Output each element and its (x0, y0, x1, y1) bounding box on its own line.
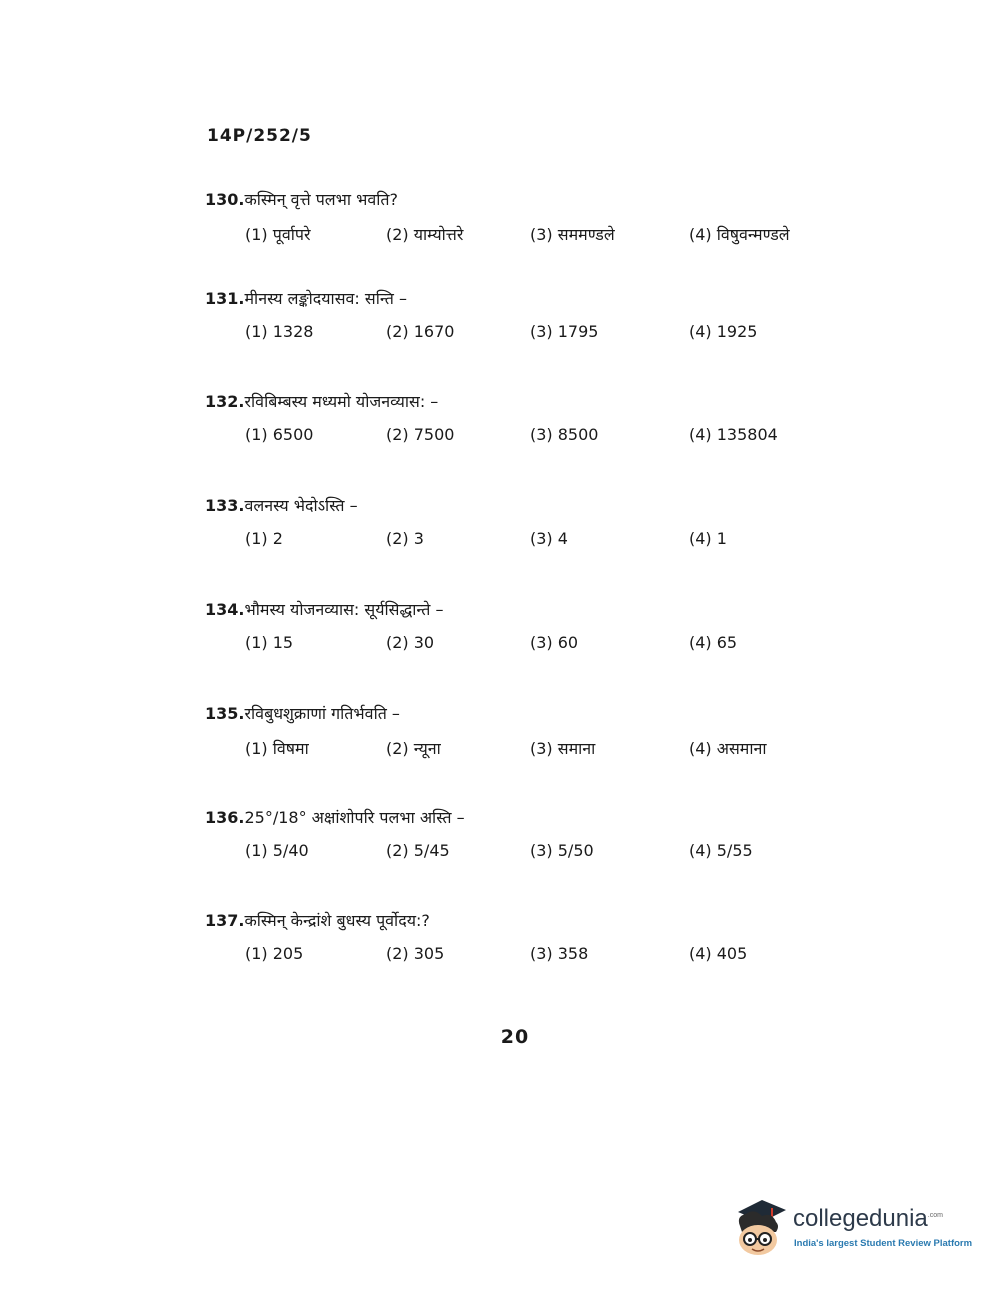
option-2: (2) याम्योत्तरे (386, 225, 464, 244)
question-text: रविबुधशुक्राणां गतिर्भवति – (244, 704, 400, 723)
mascot-icon (732, 1196, 790, 1264)
option-1: (1) 1328 (245, 322, 314, 341)
option-3: (3) 1795 (530, 322, 599, 341)
question-text: रविबिम्बस्य मध्यमो योजनव्यास: – (244, 392, 439, 411)
option-4: (4) 1 (689, 529, 727, 548)
question-number: 132. (205, 392, 245, 411)
question-131 (205, 287, 855, 377)
paper-code: 14P/252/5 (207, 126, 312, 146)
option-4: (4) असमाना (689, 739, 767, 758)
question-number: 134. (205, 600, 245, 619)
question-number: 137. (205, 911, 245, 930)
question-137 (205, 909, 855, 999)
option-4: (4) 405 (689, 944, 748, 963)
question-130 (205, 188, 855, 278)
question-number: 133. (205, 496, 245, 515)
page-number: 20 (500, 1026, 530, 1048)
option-4: (4) 65 (689, 633, 738, 652)
collegedunia-logo (732, 1196, 973, 1264)
option-1: (1) 6500 (245, 425, 314, 444)
question-132 (205, 390, 855, 480)
option-4: (4) विषुवन्मण्डले (689, 225, 790, 244)
question-text: 25°/18° अक्षांशोपरि पलभा अस्ति – (244, 808, 465, 827)
option-3: (3) 358 (530, 944, 589, 963)
option-4: (4) 5/55 (689, 841, 753, 860)
option-1: (1) पूर्वापरे (245, 225, 311, 244)
question-number: 131. (205, 289, 245, 308)
logo-domain-suffix: .com (927, 1212, 943, 1219)
question-number: 130. (205, 190, 245, 209)
question-text: कस्मिन् केन्द्रांशे बुधस्य पूर्वोदय:? (244, 911, 430, 930)
option-2: (2) 3 (386, 529, 424, 548)
option-1: (1) 5/40 (245, 841, 309, 860)
question-text: कस्मिन् वृत्ते पलभा भवति? (244, 190, 399, 209)
option-4: (4) 135804 (689, 425, 778, 444)
option-2: (2) न्यूना (386, 739, 441, 758)
option-2: (2) 5/45 (386, 841, 450, 860)
option-3: (3) 4 (530, 529, 568, 548)
question-number: 135. (205, 704, 245, 723)
logo-wordmark: collegedunia (793, 1205, 928, 1232)
question-text: मीनस्य लङ्कोदयासव: सन्ति – (244, 289, 407, 308)
question-133 (205, 494, 855, 584)
question-text: वलनस्य भेदोऽस्ति – (244, 496, 358, 515)
question-134 (205, 598, 855, 688)
option-3: (3) सममण्डले (530, 225, 615, 244)
option-1: (1) 2 (245, 529, 283, 548)
option-3: (3) 5/50 (530, 841, 594, 860)
question-number: 136. (205, 808, 245, 827)
option-4: (4) 1925 (689, 322, 758, 341)
option-1: (1) विषमा (245, 739, 309, 758)
option-2: (2) 305 (386, 944, 445, 963)
option-2: (2) 30 (386, 633, 435, 652)
option-2: (2) 1670 (386, 322, 455, 341)
option-2: (2) 7500 (386, 425, 455, 444)
question-135 (205, 702, 855, 792)
logo-tagline: India's largest Student Review Platform (794, 1238, 973, 1249)
option-3: (3) समाना (530, 739, 596, 758)
option-3: (3) 60 (530, 633, 579, 652)
option-3: (3) 8500 (530, 425, 599, 444)
option-1: (1) 15 (245, 633, 294, 652)
option-1: (1) 205 (245, 944, 304, 963)
question-text: भौमस्य योजनव्यास: सूर्यसिद्धान्ते – (244, 600, 444, 619)
question-136 (205, 806, 855, 896)
